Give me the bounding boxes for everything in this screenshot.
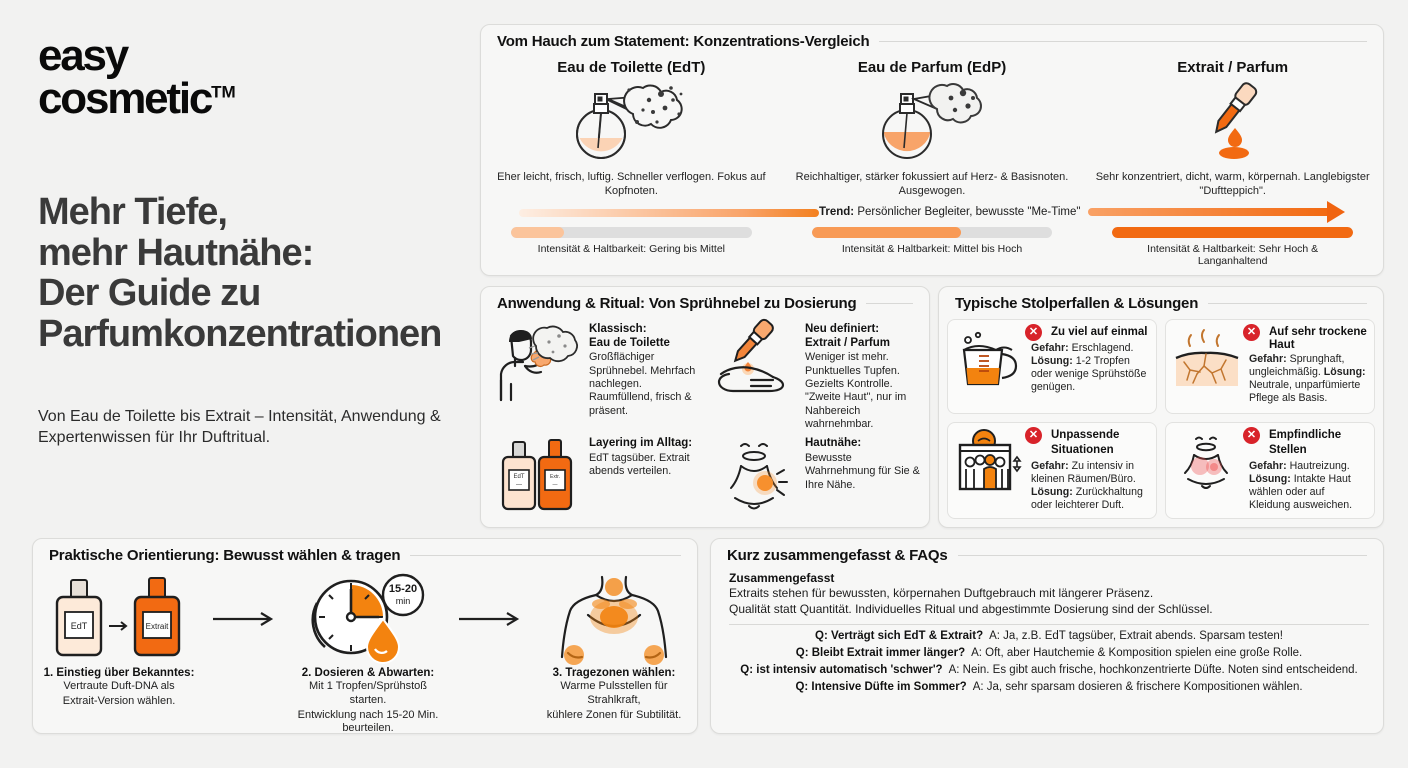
danger-text: Erschlagend. [1068,342,1134,354]
application-item-extrait [707,319,921,431]
application-body-extrait: Weniger ist mehr. Punktuelles Tupfen. Gezielts Kontrolle. "Zweite Haut", nur im Nahbereich wahrnehmbar. [805,351,907,430]
trend-label [819,206,1080,218]
title-divider [958,555,1368,556]
intensity-meter-edp [782,227,1083,267]
concentration-name-edt: Eau de Toilette (EdT) [557,59,706,76]
danger-text: Zu intensiv in kleinen Räumen/Büro. [1031,460,1136,486]
dry-cracked-skin-icon [1171,326,1243,392]
application-head-line2: Eau de Toilette [589,336,670,349]
crowded-office-icon [953,429,1025,495]
solution-text: Zurückhaltung oder leichterer Duft. [1031,486,1143,512]
pitfall-head-2: Situationen [1051,444,1114,457]
step-arrow-2 [451,573,531,665]
concentration-column-extrait [1082,59,1383,199]
summary-line-2: Qualität statt Quantität. Individuelles Ritual und abgestimmte Dosierung sind der Schlüssel. [729,602,1213,617]
danger-label: Gefahr: [1249,352,1287,365]
practical-orientation-title [49,538,681,564]
application-item-skin-closeness [707,433,921,519]
practical-orientation-panel [32,538,698,734]
pitfall-head: Unpassende [1051,429,1120,442]
meter-caption-edp: Intensität & Haltbarkeit: Mittel bis Hoch [841,243,1023,255]
pitfall-head-2: Stellen [1269,444,1307,457]
trend-arrow-right [1088,201,1345,223]
meter-fill [511,227,564,238]
pitfall-card-wrong-situation [947,422,1157,519]
close-icon: ✕ [1243,427,1260,444]
concentration-desc-edp: Reichhaltiger, stärker fokussiert auf Herz- & Basisnoten. Ausgewogen. [795,171,1069,198]
brand-line-1: easy [38,31,128,80]
application-item-layering [491,433,705,519]
perfume-bottle-spray-light-icon [491,80,772,166]
two-bottles-layering-icon [491,433,583,519]
pitfalls-grid [947,319,1375,519]
concentration-desc-extrait: Sehr konzentriert, dicht, warm, körpernah. Langlebigster "Duftteppich". [1095,171,1370,198]
bottle-label-edt: EdT [70,621,88,631]
bottle-right-label: Extr. [549,474,561,481]
concentration-name-extrait: Extrait / Parfum [1177,59,1289,76]
bottle-label-extrait: Extrait [145,622,169,631]
step-1 [33,573,205,709]
step-2 [285,573,451,736]
dropper-on-hand-icon [707,319,799,405]
summary-heading: Zusammengefasst [729,571,835,585]
danger-label: Gefahr: [1031,460,1069,473]
meter-fill [1112,227,1353,238]
meter-caption-edt: Intensität & Haltbarkeit: Gering bis Mittel [537,243,725,255]
trend-label-text: Persönlicher Begleiter, bewusste "Me-Time" [857,206,1081,218]
pitfall-body [1031,460,1149,512]
two-bottles-arrow-icon [39,573,199,665]
badge-minutes-value: 15-20 [388,583,418,595]
step-3-sub-2: kühlere Zonen für Subtilität. [546,708,682,721]
concentration-column-edp [782,59,1083,199]
step-1-sub-2: Extrait-Version wählen. [62,694,176,707]
pitfalls-solutions-title [955,286,1367,312]
concentration-comparison-title [497,24,1367,50]
pitfalls-solutions-panel [938,286,1384,528]
panel-title-text: Anwendung & Ritual: Von Sprühnebel zu Dosierung [497,295,857,312]
pitfall-body [1249,353,1367,405]
solution-label: Lösung: [1323,365,1366,378]
bottle-left-label: EdT [513,474,525,481]
close-icon: ✕ [1025,427,1042,444]
panel-title-text: Vom Hauch zum Statement: Konzentrations-Vergleich [497,33,870,50]
clock-droplet-icon [291,573,445,665]
meter-track [511,227,752,238]
faq-row [729,681,1369,695]
concentration-columns [481,59,1383,199]
pitfall-card-dry-skin [1165,319,1375,414]
page-subtitle: Von Eau de Toilette bis Extrait – Intensität, Anwendung & Expertenwissen für Ihr Duftritual. [38,408,441,447]
application-text-skin-closeness [805,433,921,492]
faq-answer: A: Oft, aber Hautchemie & Komposition spielen eine große Rolle. [971,647,1303,660]
brand-line-2 [38,74,236,124]
solution-label: Lösung: [1031,486,1073,499]
faq-row [729,664,1369,678]
concentration-column-edt [481,59,782,199]
brand-word-cosmetic: cosmetic [38,74,212,124]
close-icon: ✕ [1243,324,1260,341]
meter-fill [812,227,961,238]
danger-text: Sprunghaft, ungleichmäßig. [1249,352,1345,378]
application-head-line1: Layering im Alltag: [589,437,693,450]
application-item-classic [491,319,705,431]
faq-question: Q: ist intensiv automatisch 'schwer'? [740,663,943,676]
application-head-line2: Extrait / Parfum [805,336,890,349]
irritated-neck-skin-icon [1171,429,1243,495]
summary-faq-title [727,538,1367,564]
faq-question: Q: Verträgt sich EdT & Extrait? [815,630,984,643]
perfume-bottle-spray-medium-icon [792,80,1073,166]
panel-title-text: Kurz zusammengefasst & FAQs [727,547,948,564]
application-head-line1: Klassisch: [589,323,647,335]
pitfall-head: Zu viel auf einmal [1051,326,1148,338]
person-spraying-mist-icon [491,319,583,405]
solution-text: Neutrale, unparfümierte Pflege als Basis. [1249,378,1361,404]
measuring-jug-overfill-icon [953,326,1025,392]
application-grid [491,319,921,519]
faq-answer: A: Ja, z.B. EdT tagsüber, Extrait abends. Sparsam testen! [989,630,1283,643]
faq-row [729,647,1369,661]
summary-line-1: Extraits stehen für bewussten, körpernahen Duftgebrauch mit längerer Präsenz. [729,586,1154,600]
steps-row [33,573,697,736]
trend-gradient-bar-left [519,207,819,218]
danger-label: Gefahr: [1249,460,1287,473]
summary-faq-panel [710,538,1384,734]
application-body-layering: EdT tagsüber. Extrait abends verteilen. [589,451,690,478]
pitfall-card-sensitive-areas [1165,422,1375,519]
title-divider [879,41,1367,42]
danger-text: Hautreizung. [1286,460,1350,473]
faq-question: Q: Bleibt Extrait immer länger? [795,647,966,660]
svg-text:—: — [516,482,522,489]
solution-label: Lösung: [1249,473,1291,486]
trend-label-bold: Trend: [819,206,855,218]
faq-row [729,630,1369,644]
svg-text:—: — [552,482,558,489]
step-2-label: 2. Dosieren & Abwarten: [301,667,435,679]
pitfall-text-sensitive-areas [1247,429,1367,512]
pitfall-text-too-much [1029,326,1149,394]
torso-pulse-zones-icon [537,573,691,665]
intensity-meters [481,227,1383,267]
application-text-classic [589,319,705,418]
pitfall-head: Empfindliche [1269,429,1342,442]
step-3-sub-1: Warme Pulsstellen für Strahlkraft, [560,680,668,706]
solution-label: Lösung: [1031,354,1073,367]
faq-list [729,630,1369,694]
pitfall-text-dry-skin [1247,326,1367,404]
page-title-line-2: mehr Hautnähe: [38,231,314,274]
pitfall-text-wrong-situation [1029,429,1149,512]
application-text-layering [589,433,705,478]
pitfall-card-too-much [947,319,1157,414]
step-3-label: 3. Tragezonen wählen: [552,667,676,679]
pitfall-body [1031,342,1149,394]
brand-trademark: TM [211,82,236,102]
meter-track [1112,227,1353,238]
intensity-meter-edt [481,227,782,267]
neck-pulse-point-icon [707,433,799,519]
step-1-sub-1: Vertraute Duft-DNA als [63,680,175,692]
faq-divider [729,624,1369,625]
application-body-classic: Großflächiger Sprühnebel. Mehrfach nachlegen. Raumfüllend, frisch & präsent. [589,351,696,417]
concentration-comparison-panel [480,24,1384,276]
pitfall-body [1249,460,1367,512]
step-arrow-1 [205,573,285,665]
page-title [38,192,468,355]
pitfall-head: Auf sehr trockene Haut [1269,326,1367,351]
page-title-line-1: Mehr Tiefe, [38,191,227,233]
meter-caption-extrait: Intensität & Haltbarkeit: Sehr Hoch & Langanhaltend [1147,243,1319,267]
concentration-desc-edt: Eher leicht, frisch, luftig. Schneller verflogen. Fokus auf Kopfnoten. [497,171,766,198]
page-title-line-3: Der Guide zu [38,272,261,315]
title-divider [410,555,681,556]
badge-minutes-unit: min [395,596,411,606]
step-1-label: 1. Einstieg über Bekanntes: [43,667,195,679]
panel-title-text: Praktische Orientierung: Bewusst wählen & tragen [49,547,401,564]
danger-label: Gefahr: [1031,342,1069,354]
faq-content [729,571,1369,695]
concentration-name-edp: Eau de Parfum (EdP) [857,59,1007,76]
step-2-sub-1: Mit 1 Tropfen/Sprühstoß starten. [309,680,427,706]
faq-question: Q: Intensive Düfte im Sommer? [795,680,967,693]
application-ritual-panel [480,286,930,528]
application-head-line1: Neu definiert: [805,323,880,335]
title-divider [1208,303,1367,304]
solution-text: Intakte Haut wählen oder auf Kleidung ausweichen. [1249,473,1353,512]
close-icon: ✕ [1025,324,1042,341]
step-2-sub-2: Entwicklung nach 15-20 Min. beurteilen. [297,708,439,735]
application-ritual-title [497,286,913,312]
solution-text: 1-2 Tropfen oder wenige Sprühstöße genügen. [1031,354,1147,393]
application-body-skin-closeness: Bewusste Wahrnehmung für Sie & Ihre Nähe. [805,451,920,491]
application-text-extrait [805,319,921,431]
panel-title-text: Typische Stolperfallen & Lösungen [955,295,1199,312]
title-divider [866,303,913,304]
page-title-line-4: Parfumkonzentrationen [38,312,442,355]
intensity-meter-extrait [1082,227,1383,267]
step-3 [531,573,697,722]
faq-answer: A: Nein. Es gibt auch frische, hochkonzentrierte Düfte. Noten sind entscheidend. [948,663,1358,676]
faq-answer: A: Ja, sehr sparsam dosieren & frischere Kompositionen wählen. [972,680,1303,693]
meter-track [812,227,1053,238]
trend-row [481,201,1383,223]
pipette-dropper-icon [1092,80,1373,166]
brand-logo [38,31,236,124]
application-head-line1: Hautnähe: [805,437,862,450]
